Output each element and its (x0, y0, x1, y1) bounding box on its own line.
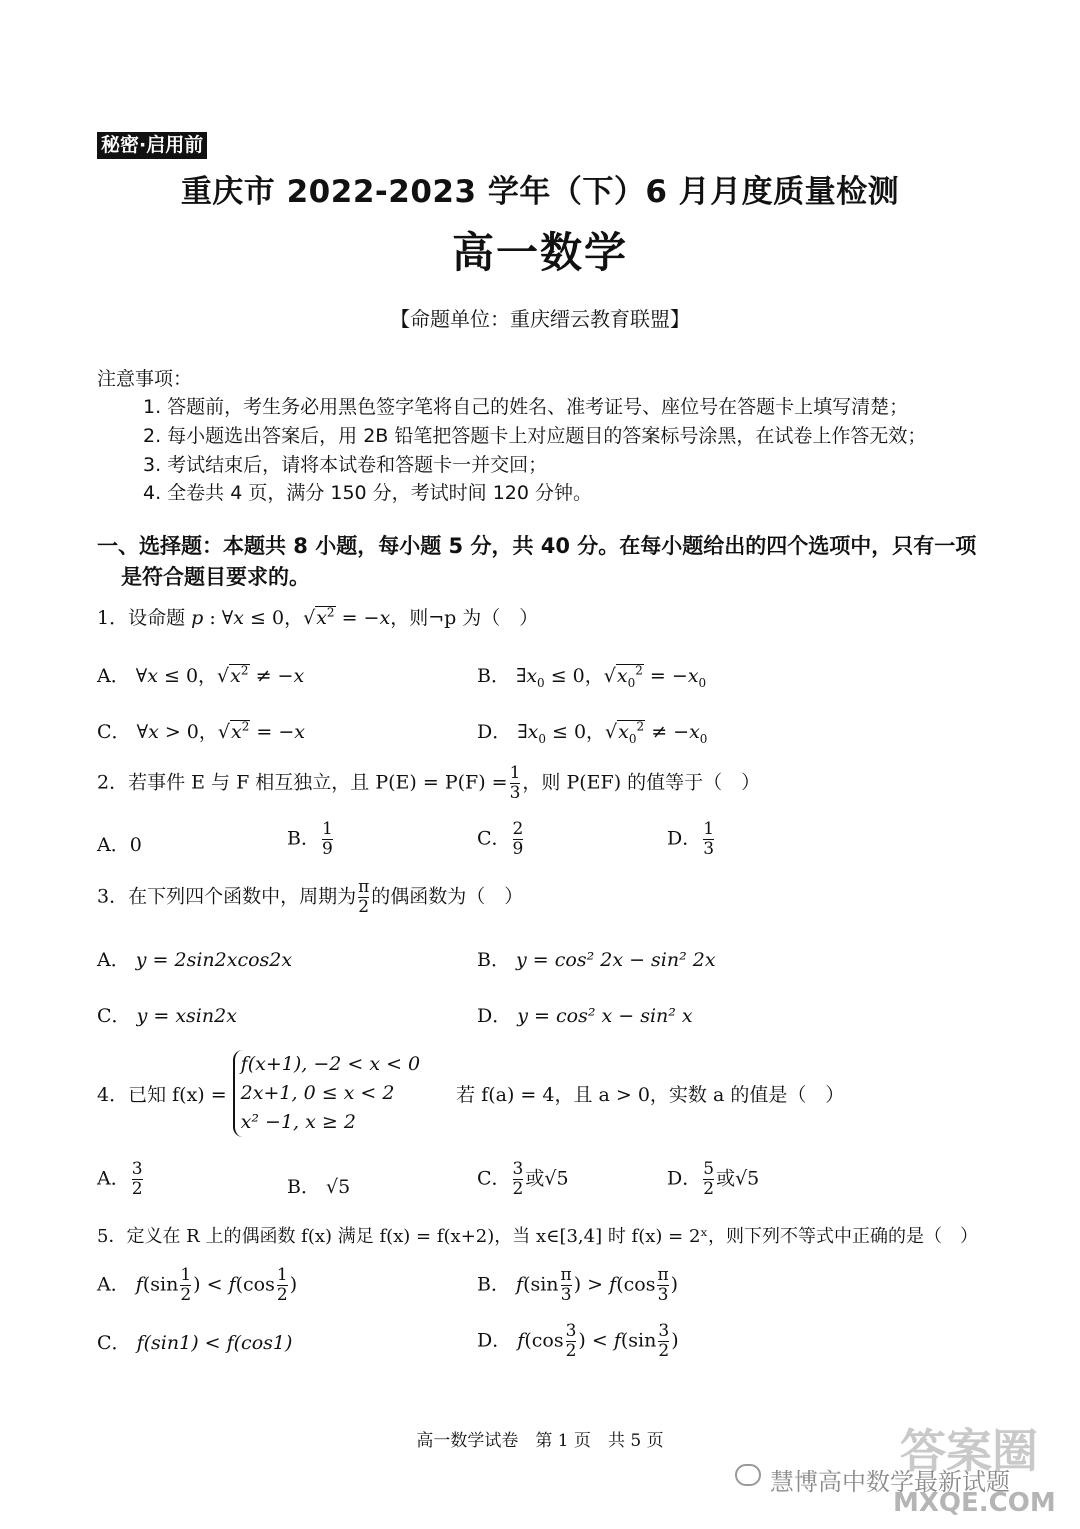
watermark-url: MXQE.COM (893, 1488, 1056, 1518)
q5-option-c: C． f(sin1) < f(cos1) (97, 1332, 293, 1354)
q3-option-d: D． y = cos² x − sin² x (477, 1005, 693, 1027)
q1-tail: ，则¬p 为（ ） (390, 607, 539, 629)
q2-option-d: D． $\frac{1}{3}$ (667, 819, 715, 859)
section-line-1: 一、选择题：本题共 8 小题，每小题 5 分，共 40 分。在每小题给出的四个选项中，只有一项 (97, 534, 977, 558)
section-line-2: 是符合题目要求的。 (121, 565, 310, 589)
page-footer: 高一数学试卷 第 1 页 共 5 页 (416, 1431, 664, 1451)
q1-option-a: A． ∀x ≤ 0，$√x^2 \ne -x$ (97, 663, 305, 687)
notice-item: 3. 考试结束后，请将本试卷和答题卡一并交回； (143, 454, 548, 476)
subject-title: 高一数学 (451, 228, 628, 277)
q1-option-c: C． ∀x > 0，$√x^2 = -x$ (97, 719, 305, 743)
q4-option-a: A． $\frac{3}{2}$ (97, 1159, 143, 1199)
wechat-icon (735, 1464, 761, 1486)
q2-option-c: C． $\frac{2}{9}$ (477, 819, 524, 859)
q3-option-a: A． y = 2sin2xcos2x (97, 949, 293, 971)
notice-item: 4. 全卷共 4 页，满分 150 分，考试时间 120 分钟。 (143, 482, 593, 504)
question-3: 3．在下列四个函数中，周期为 $\frac{\pi}{2}$ 的偶函数为（ ） (97, 877, 524, 917)
q4-option-d: D． $\frac{5}{2}$ 或√5 (667, 1159, 760, 1199)
confidential-label: 秘密·启用前 (97, 132, 207, 159)
q4-option-c: C． $\frac{3}{2}$ 或√5 (477, 1159, 569, 1199)
fraction: $\frac{\pi}{2}$ (358, 877, 370, 917)
setter-line: 【命题单位：重庆缙云教育联盟】 (390, 307, 690, 331)
q5-option-d: D． f(cos $\frac{3}{2}$ ) < f(sin $\frac{3}{2}$ ) (477, 1321, 679, 1361)
watermark-logo: 答案圈 (900, 1424, 1038, 1478)
q3-option-c: C． y = xsin2x (97, 1005, 237, 1027)
notice-heading: 注意事项： (97, 368, 193, 390)
notice-item: 2. 每小题选出答案后，用 2B 铅笔把答题卡上对应题目的答案标号涂黑，在试卷上作答无效； (143, 425, 927, 447)
watermark-account: 慧博高中数学最新试题 (770, 1468, 1010, 1496)
question-1 (97, 603, 538, 630)
exam-title: 重庆市 2022-2023 学年（下）6 月月度质量检测 (180, 174, 900, 210)
q2-option-a: A．0 (97, 834, 142, 856)
q2-option-b: B． $\frac{1}{9}$ (287, 819, 333, 859)
section-heading (97, 531, 976, 593)
question-2: 2．若事件 E 与 F 相互独立，且 P(E) = P(F) = $\frac{1}{3}$ ，则 P(EF) 的值等于（ ） (97, 763, 761, 803)
fraction: $\frac{1}{3}$ (509, 763, 521, 803)
q4-option-b: B． √5 (287, 1176, 351, 1198)
q3-option-b: B． y = cos² 2x − sin² 2x (477, 949, 716, 971)
q1-option-b: B． $\exists x_0 \le 0$，$√x_0^2 = -x_0$ (477, 663, 707, 690)
q1-prefix: 1．设命题 (97, 607, 192, 629)
question-5: 5．定义在 R 上的偶函数 f(x) 满足 f(x) = f(x+2)，当 x∈[3,4] 时 f(x) = 2ˣ，则下列不等式中正确的是（ ） (97, 1226, 979, 1247)
q5-option-a: A． f(sin $\frac{1}{2}$ ) < f(cos $\frac{1}{2}$ ) (97, 1265, 298, 1305)
piecewise-function: f(x+1), −2 < x < 0 2x+1, 0 ≤ x < 2 x² −1, x ≥ 2 (233, 1050, 420, 1137)
q5-option-b: B． f(sin $\frac{\pi}{3}$ ) > f(cos $\frac{\pi}{3}$ ) (477, 1265, 679, 1305)
q1-math: p : ∀x ≤ 0，$√x^2 = -x$ (191, 605, 391, 629)
question-4: 4．已知 f(x) = f(x+1), −2 < x < 0 2x+1, 0 ≤ x < 2 x² −1, x ≥ 2 若 f(a) = 4，且 a > 0，实数 a 的值是（ ） (97, 1050, 844, 1137)
q1-option-d: D． $\exists x_0 \le 0$，$√x_0^2 \ne -x_0$ (477, 719, 708, 746)
notice-item: 1. 答题前，考生务必用黑色签字笔将自己的姓名、准考证号、座位号在答题卡上填写清楚； (143, 396, 909, 418)
